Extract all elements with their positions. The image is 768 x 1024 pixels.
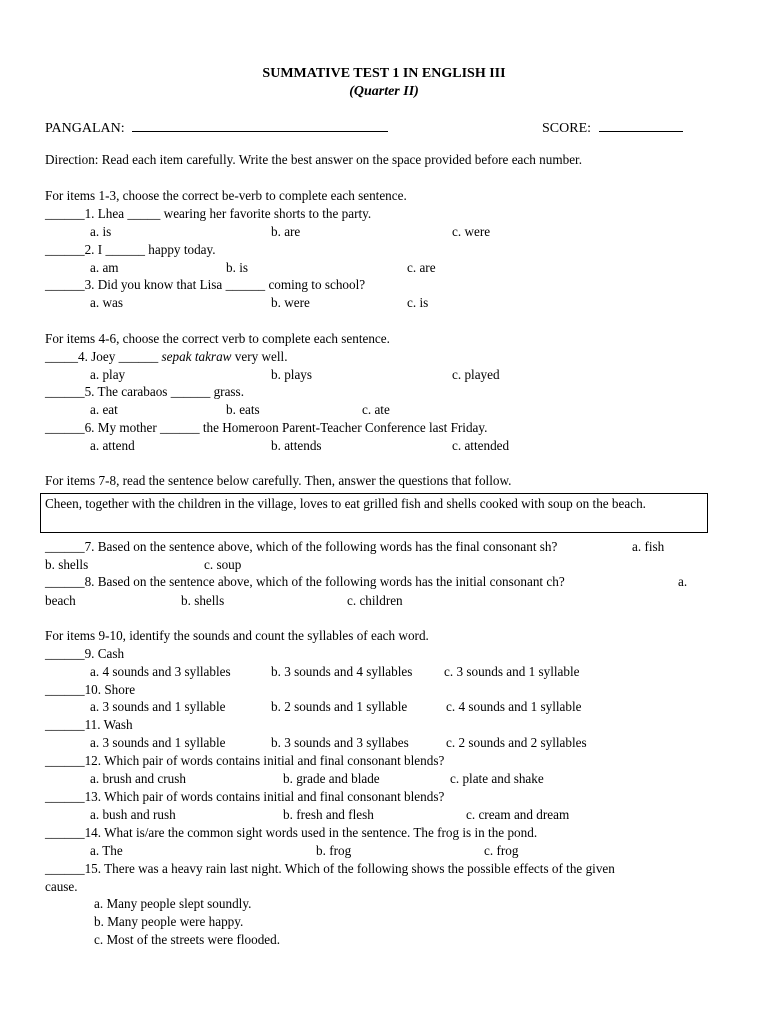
q8-option-a-word: beach	[45, 593, 76, 608]
test-subtitle: (Quarter II)	[349, 84, 419, 99]
q3-option-a: a. was	[90, 295, 123, 310]
q13-option-c: c. cream and dream	[466, 807, 570, 822]
q15-continuation: cause.	[45, 879, 78, 894]
q3-option-b: b. were	[271, 295, 310, 310]
name-label: PANGALAN:	[45, 121, 125, 136]
q4-option-b: b. plays	[271, 367, 313, 382]
q4-prefix: _____4. Joey ______	[45, 349, 162, 364]
question-11: ______11. Wash	[45, 717, 133, 732]
q5-option-a: a. eat	[90, 402, 118, 417]
q12-option-c: c. plate and shake	[450, 771, 544, 786]
question-9: ______9. Cash	[45, 646, 125, 661]
score-label: SCORE:	[542, 121, 592, 136]
q9-option-b: b. 3 sounds and 4 syllables	[271, 664, 413, 679]
q8-option-c: c. children	[347, 593, 403, 608]
q15-option-b: b. Many people were happy.	[94, 914, 244, 929]
q15-option-a: a. Many people slept soundly.	[94, 896, 252, 911]
question-13: ______13. Which pair of words contains initial and final consonant blends?	[45, 789, 445, 804]
q9-option-c: c. 3 sounds and 1 syllable	[444, 664, 580, 679]
q6-option-a: a. attend	[90, 438, 135, 453]
q1-option-b: b. are	[271, 224, 301, 239]
q10-option-a: a. 3 sounds and 1 syllable	[90, 699, 226, 714]
score-blank[interactable]	[599, 118, 683, 132]
passage-text: Cheen, together with the children in the village, loves to eat grilled fish and shells cooked with soup on the beach.	[45, 496, 646, 511]
q14-option-c: c. frog	[484, 843, 519, 858]
q14-option-a: a. The	[90, 843, 123, 858]
direction: Direction: Read each item carefully. Write the best answer on the space provided before each number.	[45, 152, 583, 167]
q13-option-a: a. bush and rush	[90, 807, 176, 822]
q7-option-c: c. soup	[204, 557, 242, 572]
name-blank[interactable]	[132, 118, 388, 132]
score-field[interactable]	[542, 118, 683, 138]
question-5: ______5. The carabaos ______ grass.	[45, 384, 244, 399]
q4-option-a: a. play	[90, 367, 126, 382]
q13-option-b: b. fresh and flesh	[283, 807, 374, 822]
q7-option-b: b. shells	[45, 557, 89, 572]
test-title: SUMMATIVE TEST 1 IN ENGLISH III	[262, 66, 506, 81]
section3-instruction: For items 7-8, read the sentence below carefully. Then, answer the questions that follow.	[45, 473, 512, 488]
name-field[interactable]	[45, 118, 388, 138]
q4-suffix: very well.	[231, 349, 288, 364]
q5-option-c: c. ate	[362, 402, 390, 417]
question-6: ______6. My mother ______ the Homeroon Parent-Teacher Conference last Friday.	[45, 420, 488, 435]
q11-option-b: b. 3 sounds and 3 syllabes	[271, 735, 409, 750]
q12-option-a: a. brush and crush	[90, 771, 186, 786]
q6-option-b: b. attends	[271, 438, 322, 453]
q4-italic-term: sepak takraw	[161, 349, 232, 364]
question-7: ______7. Based on the sentence above, which of the following words has the final consonant sh?	[45, 539, 558, 554]
q2-option-c: c. are	[407, 260, 436, 275]
q8-option-a-marker: a.	[678, 574, 688, 589]
q2-option-a: a. am	[90, 260, 119, 275]
q4-option-c: c. played	[452, 367, 500, 382]
q14-option-b: b. frog	[316, 843, 352, 858]
q1-option-a: a. is	[90, 224, 112, 239]
question-15: ______15. There was a heavy rain last night. Which of the following shows the possible effects of the given	[45, 861, 615, 876]
section2-instruction: For items 4-6, choose the correct verb to complete each sentence.	[45, 331, 390, 346]
question-14: ______14. What is/are the common sight words used in the sentence. The frog is in the pond.	[45, 825, 538, 840]
q6-option-c: c. attended	[452, 438, 510, 453]
passage-box	[40, 493, 708, 533]
q10-option-b: b. 2 sounds and 1 syllable	[271, 699, 408, 714]
question-3: ______3. Did you know that Lisa ______ coming to school?	[45, 277, 366, 292]
q11-option-a: a. 3 sounds and 1 syllable	[90, 735, 226, 750]
q9-option-a: a. 4 sounds and 3 syllables	[90, 664, 231, 679]
question-10: ______10. Shore	[45, 682, 136, 697]
question-1: ______1. Lhea _____ wearing her favorite shorts to the party.	[45, 206, 372, 221]
q2-option-b: b. is	[226, 260, 248, 275]
q15-option-c: c. Most of the streets were flooded.	[94, 932, 281, 947]
question-2: ______2. I ______ happy today.	[45, 242, 216, 257]
q7-option-a: a. fish	[632, 539, 665, 554]
section4-instruction: For items 9-10, identify the sounds and count the syllables of each word.	[45, 628, 429, 643]
question-8: ______8. Based on the sentence above, which of the following words has the initial consonant ch?	[45, 574, 565, 589]
question-12: ______12. Which pair of words contains initial and final consonant blends?	[45, 753, 445, 768]
q10-option-c: c. 4 sounds and 1 syllable	[446, 699, 582, 714]
section1-instruction: For items 1-3, choose the correct be-verb to complete each sentence.	[45, 188, 407, 203]
q5-option-b: b. eats	[226, 402, 260, 417]
q1-option-c: c. were	[452, 224, 491, 239]
question-4	[45, 348, 288, 366]
q3-option-c: c. is	[407, 295, 429, 310]
q12-option-b: b. grade and blade	[283, 771, 380, 786]
q11-option-c: c. 2 sounds and 2 syllables	[446, 735, 587, 750]
q8-option-b: b. shells	[181, 593, 225, 608]
